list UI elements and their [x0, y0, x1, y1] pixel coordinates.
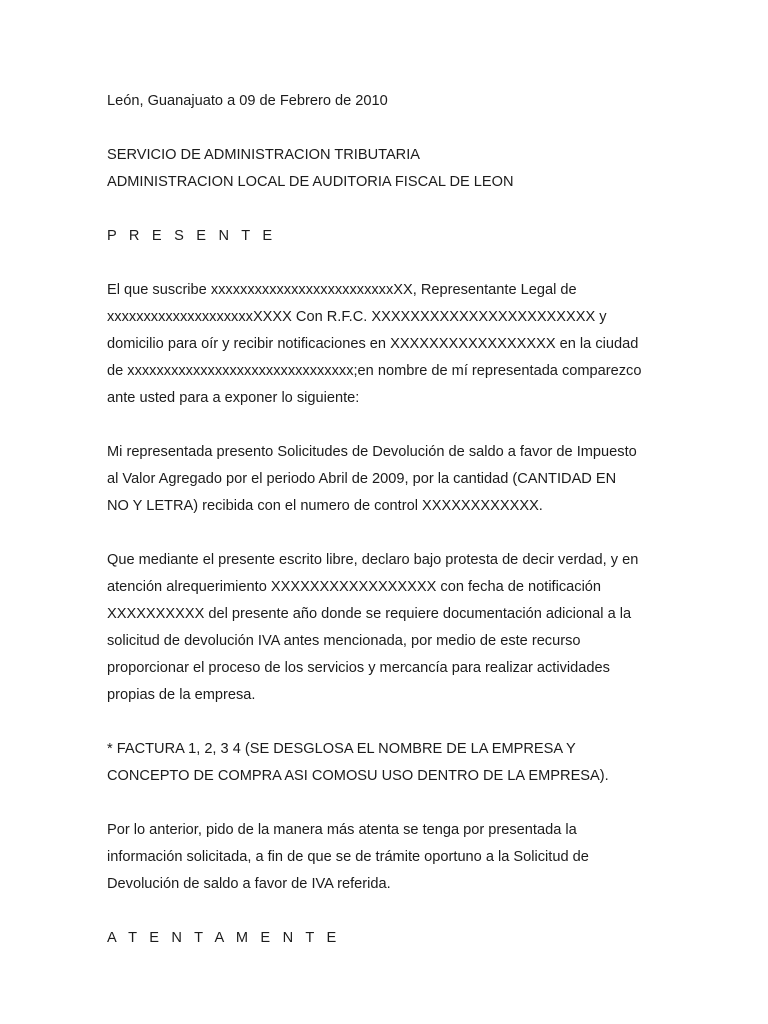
recipient-block [107, 142, 667, 196]
spacer [107, 898, 667, 925]
text-line: Devolución de saldo a favor de IVA referida. [107, 876, 391, 892]
text-line: propias de la empresa. [107, 687, 256, 703]
text-line: xxxxxxxxxxxxxxxxxxxxXXXX Con R.F.C. XXXXXXXXXXXXXXXXXXXXXXX y [107, 309, 607, 325]
paragraph-invoice-list [107, 736, 667, 790]
text-line: al Valor Agregado por el periodo Abril de 2009, por la cantidad (CANTIDAD EN [107, 471, 617, 487]
letter-body [107, 88, 667, 952]
paragraph-request [107, 439, 667, 520]
text-line: atención alrequerimiento XXXXXXXXXXXXXXXXX con fecha de notificación [107, 579, 602, 595]
spacer [107, 520, 667, 547]
text-line: XXXXXXXXXX del presente año donde se requiere documentación adicional a la [107, 606, 632, 622]
text-line: ante usted para a exponer lo siguiente: [107, 390, 360, 406]
paragraph-petition [107, 817, 667, 898]
text-line: CONCEPTO DE COMPRA ASI COMOSU USO DENTRO DE LA EMPRESA). [107, 768, 609, 784]
text-line: información solicitada, a fin de que se de trámite oportuno a la Solicitud de [107, 849, 589, 865]
text-line: * FACTURA 1, 2, 3 4 (SE DESGLOSA EL NOMBRE DE LA EMPRESA Y [107, 741, 576, 757]
paragraph-introduction [107, 277, 667, 412]
spacer [107, 412, 667, 439]
spacer [107, 196, 667, 223]
text-line: Que mediante el presente escrito libre, declaro bajo protesta de decir verdad, y en [107, 552, 639, 568]
text-line: Por lo anterior, pido de la manera más atenta se tenga por presentada la [107, 822, 577, 838]
greeting: P R E S E N T E [107, 228, 277, 244]
text-line: El que suscribe xxxxxxxxxxxxxxxxxxxxxxxxxXX, Representante Legal de [107, 282, 577, 298]
closing: A T E N T A M E N T E [107, 930, 341, 946]
text-line: Mi representada presento Solicitudes de Devolución de saldo a favor de Impuesto [107, 444, 637, 460]
text-line: de xxxxxxxxxxxxxxxxxxxxxxxxxxxxxxx;en nombre de mí representada comparezco [107, 363, 642, 379]
text-line: solicitud de devolución IVA antes mencionada, por medio de este recurso [107, 633, 581, 649]
spacer [107, 250, 667, 277]
text-line: domicilio para oír y recibir notificaciones en XXXXXXXXXXXXXXXXX en la ciudad [107, 336, 639, 352]
spacer [107, 709, 667, 736]
recipient-line: ADMINISTRACION LOCAL DE AUDITORIA FISCAL DE LEON [107, 174, 514, 190]
date-line: León, Guanajuato a 09 de Febrero de 2010 [107, 93, 388, 109]
spacer [107, 790, 667, 817]
text-line: proporcionar el proceso de los servicios y mercancía para realizar actividades [107, 660, 610, 676]
spacer [107, 115, 667, 142]
text-line: NO Y LETRA) recibida con el numero de control XXXXXXXXXXXX. [107, 498, 543, 514]
recipient-line: SERVICIO DE ADMINISTRACION TRIBUTARIA [107, 147, 421, 163]
paragraph-declaration [107, 547, 667, 709]
